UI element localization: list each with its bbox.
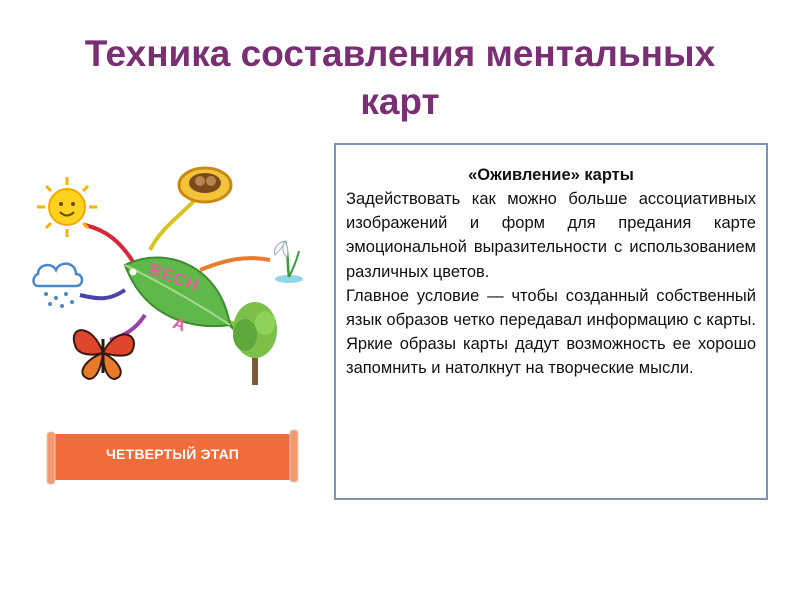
page-title: Техника составления ментальных карт [84, 33, 716, 122]
branch-snowdrop [200, 258, 270, 270]
branch-nest [150, 200, 195, 250]
box-paragraph-2: Главное условие — чтобы созданный собственный язык образов четко передавал информацию с карты. Яркие образы карты дадут возможность ее хорошо запомнить и натолкнут на творческие мысли. [346, 286, 756, 378]
sun-icon [37, 177, 97, 237]
snowdrop-icon [274, 241, 303, 283]
rain-cloud-icon [34, 264, 83, 308]
mind-map-center-word-line1: ВЕСН [146, 259, 203, 296]
branch-cloud [80, 290, 125, 298]
nest-icon [179, 168, 231, 202]
tree-icon [233, 302, 277, 385]
branch-sun [85, 225, 135, 265]
description-box [334, 143, 768, 500]
butterfly-icon [74, 330, 134, 379]
mind-map-center-word-line2: А [170, 313, 190, 336]
stage-label: ЧЕТВЕРТЫЙ ЭТАП [106, 446, 239, 462]
box-paragraph-1: Задействовать как можно больше ассоциативных изображений и форм для предания карте эмоциональной выразительности с использованием различных цветов. [346, 190, 756, 281]
box-heading: «Оживление» карты [468, 166, 634, 184]
